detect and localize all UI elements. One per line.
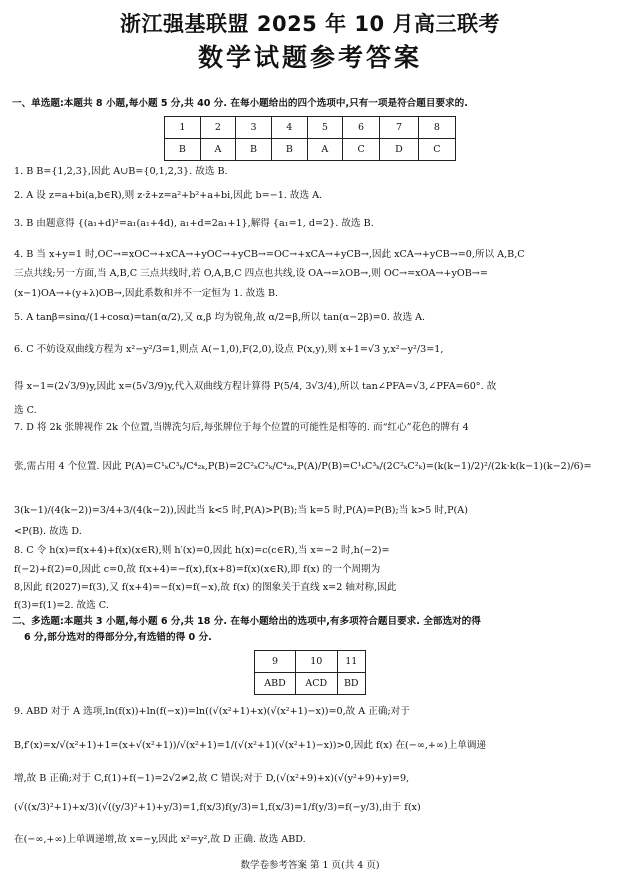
solution-1: 1. B B={1,2,3},因此 A∪B={0,1,2,3}. 故选 B. — [14, 166, 228, 177]
solution-3: 3. B 由题意得 {(a₁+d)²=a₁(a₁+4d), a₁+d=2a₁+1},解得 {a₁=1, d=2}. 故选 B. — [14, 218, 374, 229]
section-multi-choice-heading-line-1: 二、多选题:本题共 3 小题,每小题 6 分,共 18 分. 在每小题给出的选项中,有多项符合题目要求. 全部选对的得 — [12, 616, 481, 627]
solution-7-line-2: 张,需占用 4 个位置. 因此 P(A)=C¹ₖC³ₖ/C⁴₂ₖ,P(B)=2C²ₖC²ₖ/C⁴₂ₖ,P(A)/P(B)=C¹ₖC³ₖ/(2C²ₖC²ₖ)=(k(k−1)/2)²/(2k·k(k−1)(k−2)/6)= — [14, 461, 592, 472]
solution-8-line-3: 8,因此 f(2027)=f(3),又 f(x+4)=−f(x)=f(−x),故 f(x) 的图象关于直线 x=2 轴对称,因此 — [14, 582, 397, 593]
question-number: 4 — [271, 117, 307, 139]
table-row — [255, 651, 366, 673]
solution-9-line-1: 9. ABD 对于 A 选项,ln(f(x))+ln(f(−x))=ln((√(x²+1)+x)(√(x²+1)−x))=0,故 A 正确;对于 — [14, 706, 410, 717]
solution-6-line-2: 得 x−1=(2√3/9)y,因此 x=(5√3/9)y,代入双曲线方程计算得 P(5/4, 3√3/4),所以 tan∠PFA=√3,∠PFA=60°. 故 — [14, 381, 497, 392]
answer-key-title: 数学试题参考答案 — [197, 43, 422, 72]
answer-cell: A — [200, 139, 235, 161]
answer-cell: A — [307, 139, 342, 161]
answer-cell: BD — [337, 673, 366, 695]
section-single-choice-heading: 一、单选题:本题共 8 小题,每小题 5 分,共 40 分. 在每小题给出的四个选项中,只有一项是符合题目要求的. — [12, 98, 468, 109]
question-number: 7 — [380, 117, 419, 139]
answer-cell: ACD — [296, 673, 338, 695]
question-number: 3 — [236, 117, 272, 139]
solution-9-line-2: B,f′(x)=x/√(x²+1)+1=(x+√(x²+1))/√(x²+1)=1/(√(x²+1)(√(x²+1)−x))>0,因此 f(x) 在(−∞,+∞)上单调递 — [14, 740, 487, 751]
answer-cell: D — [380, 139, 419, 161]
page-footer: 数学卷参考答案 第 1 页(共 4 页) — [240, 860, 380, 871]
answer-cell: B — [271, 139, 307, 161]
table-row — [165, 139, 456, 161]
exam-title: 浙江强基联盟 2025 年 10 月高三联考 — [120, 12, 500, 36]
question-number: 11 — [337, 651, 366, 673]
question-number: 8 — [418, 117, 455, 139]
answer-cell: C — [343, 139, 380, 161]
solution-8-line-2: f(−2)+f(2)=0,因此 c=0,故 f(x+4)=−f(x),f(x+8)=f(x)(x∈R),即 f(x) 的一个周期为 — [14, 564, 381, 575]
question-number: 9 — [255, 651, 296, 673]
solution-4-line-2: 三点共线;另一方面,当 A,B,C 三点共线时,若 O,A,B,C 四点也共线,设 OA→=λOB→,则 OC→=xOA→+yOB→= — [14, 268, 488, 279]
question-number: 1 — [165, 117, 201, 139]
answer-cell: C — [418, 139, 455, 161]
solution-4-line-3: (x−1)OA→+(y+λ)OB→,因此系数和并不一定恒为 1. 故选 B. — [14, 288, 279, 299]
solution-6-line-3: 选 C. — [14, 405, 37, 416]
table-row — [255, 673, 366, 695]
solution-7-line-1: 7. D 将 2k 张牌视作 2k 个位置,当牌洗匀后,每张牌位于每个位置的可能性是相等的. 而“红心”花色的牌有 4 — [14, 422, 469, 433]
question-number: 2 — [200, 117, 235, 139]
section-multi-choice-heading-line-2: 6 分,部分选对的得部分分,有选错的得 0 分. — [24, 632, 212, 643]
solution-9-line-4: (√((x/3)²+1)+x/3)(√((y/3)²+1)+y/3)=1,f(x/3)f(y/3)=1,f(x/3)=1/f(y/3)=f(−y/3),由于 f(x) — [14, 802, 421, 813]
question-number: 10 — [296, 651, 338, 673]
solution-8-line-4: f(3)=f(1)=2. 故选 C. — [14, 600, 109, 611]
answer-cell: B — [165, 139, 201, 161]
solution-8-line-1: 8. C 令 h(x)=f(x+4)+f(x)(x∈R),则 h′(x)=0,因此 h(x)=c(c∈R),当 x=−2 时,h(−2)= — [14, 545, 390, 556]
solution-6-line-1: 6. C 不妨设双曲线方程为 x²−y²/3=1,则点 A(−1,0),F(2,0),设点 P(x,y),则 x+1=√3 y,x²−y²/3=1, — [14, 344, 444, 355]
solution-5: 5. A tanβ=sinα/(1+cosα)=tan(α/2),又 α,β 均为锐角,故 α/2=β,所以 tan(α−2β)=0. 故选 A. — [14, 312, 426, 323]
question-number: 6 — [343, 117, 380, 139]
answer-cell: B — [236, 139, 272, 161]
solution-7-line-3: 3(k−1)/(4(k−2))=3/4+3/(4(k−2)),因此当 k<5 时,P(A)>P(B);当 k=5 时,P(A)=P(B);当 k>5 时,P(A) — [14, 505, 468, 516]
solution-4-line-1: 4. B 当 x+y=1 时,OC→=xOC→+xCA→+yOC→+yCB→=OC→+xCA→+yCB→,因此 xCA→+yCB→=0,所以 A,B,C — [14, 249, 525, 260]
solution-2: 2. A 设 z=a+bi(a,b∈R),则 z·z̄+z=a²+b²+a+bi,因此 b=−1. 故选 A. — [14, 190, 323, 201]
solution-7-line-4: <P(B). 故选 D. — [14, 526, 82, 537]
solution-9-line-5: 在(−∞,+∞)上单调递增,故 x=−y,因此 x²=y²,故 D 正确. 故选 ABD. — [14, 834, 306, 845]
single-choice-answer-table — [164, 116, 456, 161]
answer-cell: ABD — [255, 673, 296, 695]
multi-choice-answer-table — [254, 650, 366, 695]
question-number: 5 — [307, 117, 342, 139]
table-row — [165, 117, 456, 139]
solution-9-line-3: 增,故 B 正确;对于 C,f(1)+f(−1)=2√2≠2,故 C 错误;对于 D,(√(x²+9)+x)(√(y²+9)+y)=9, — [14, 773, 410, 784]
